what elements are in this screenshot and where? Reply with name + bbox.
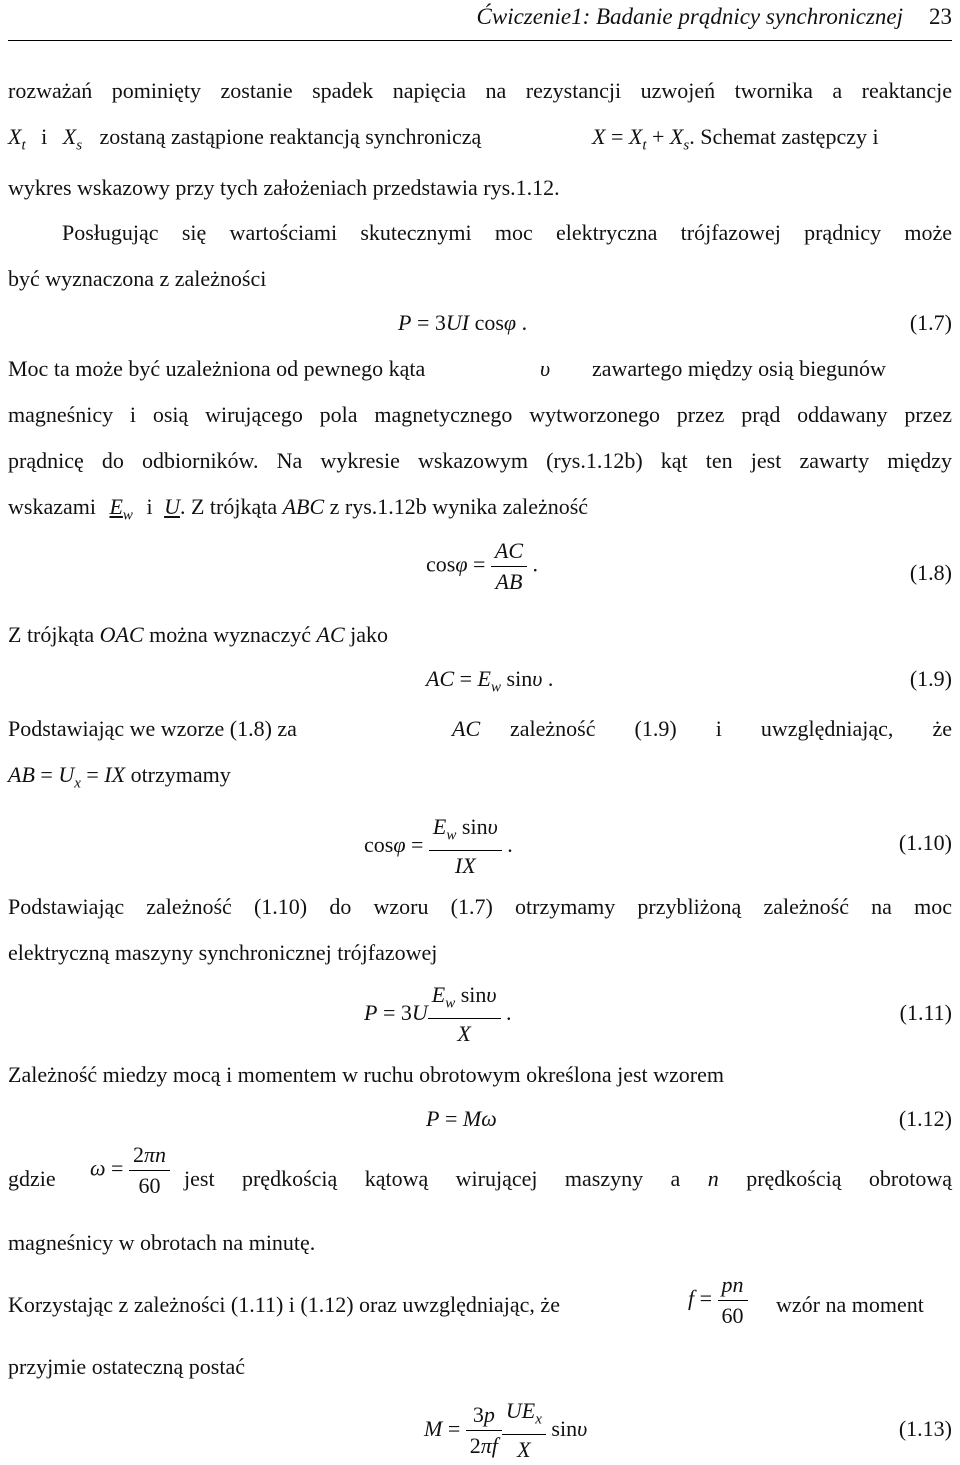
p1-line2-formula: $X = X_t + X_s$. Schemat zastępczy i — [592, 124, 879, 154]
p5-line1-left: Podstawiając we wzorze (1.8) za — [8, 716, 297, 741]
p3-line1-left: Moc ta może być uzależniona od pewnego kąta — [8, 356, 426, 381]
equation-1-10: cosφ = $\frac{E_w \sin\upsilon}{IX}$ . — [364, 814, 513, 879]
p4-line: Z trójkąta OAC można wyznaczyć AC jako — [8, 622, 389, 647]
p9-line2: przyjmie ostateczną postać — [8, 1354, 246, 1379]
page-number: 23 — [929, 4, 952, 29]
eq-number-1-9: (1.9) — [909, 666, 952, 691]
page-header — [0, 4, 952, 30]
p9-line1-right: wzór na moment — [776, 1292, 924, 1317]
eq-number-1-12: (1.12) — [898, 1106, 952, 1131]
equation-1-13: M = $\frac{3p}{2\pi f}$ $\frac{UE_x}{X}$ sinυ — [424, 1398, 588, 1463]
p1-line1: rozważań pominięty zostanie spadek napięcia na rezystancji uzwojeń twornika a reaktancje — [8, 78, 952, 103]
equation-1-9: AC = $E_w$ sinυ . — [426, 666, 554, 696]
p6-line2: elektryczną maszyny synchronicznej trójfazowej — [8, 940, 438, 965]
p5-line2: AB = $U_x$ = IX otrzymamy — [8, 762, 231, 792]
p1-line2-left: $X_t$ i $X_s$ zostaną zastąpione reaktancją synchroniczą — [8, 124, 482, 154]
equation-1-11: P = 3U $\frac{E_w \sin\upsilon}{X}$ . — [364, 982, 512, 1047]
header-rule — [8, 40, 952, 41]
theta-symbol: υ — [540, 356, 551, 381]
p2-line2: być wyznaczona z zależności — [8, 266, 267, 291]
p5-line1-right: zależność (1.9) i uwzględniając, że — [510, 716, 952, 741]
equation-1-7: P = 3UI cosφ . — [398, 310, 528, 335]
p8-line1-right: jest prędkością kątową wirującej maszyny a n prędkością obrotową — [184, 1166, 953, 1191]
omega-formula: ω = $\frac{2\pi n}{60}$ — [90, 1140, 170, 1201]
equation-1-8: cosφ = $\frac{AC}{AB}$ . — [426, 538, 539, 594]
p3-line4: wskazami $E_w$ i U. Z trójkąta ABC z rys.1.12b wynika zależność — [8, 494, 589, 524]
eq-number-1-11: (1.11) — [899, 1000, 952, 1025]
p9-line1-left: Korzystając z zależności (1.11) i (1.12) oraz uwzględniając, że — [8, 1292, 560, 1317]
p7-line: Zależność miedzy mocą i momentem w ruchu obrotowym określona jest wzorem — [8, 1062, 725, 1087]
p8-line2: magneśnicy w obrotach na minutę. — [8, 1230, 316, 1255]
header-title: Ćwiczenie1: Badanie prądnicy synchronicznej — [476, 4, 903, 29]
p6-line1: Podstawiając zależność (1.10) do wzoru (1.7) otrzymamy przybliżoną zależność na moc — [8, 894, 952, 919]
eq-number-1-13: (1.13) — [898, 1416, 952, 1441]
p3-line3: prądnicę do odbiorników. Na wykresie wskazowym (rys.1.12b) kąt ten jest zawarty między — [8, 448, 952, 473]
equation-1-12: P = Mω — [426, 1106, 497, 1131]
eq-number-1-8: (1.8) — [909, 560, 952, 585]
ac-symbol: AC — [452, 716, 481, 741]
p1-line3: wykres wskazowy przy tych założeniach przedstawia rys.1.12. — [8, 175, 560, 200]
p3-line2: magneśnicy i osią wirującego pola magnetycznego wytworzonego przez prąd oddawany przez — [8, 402, 952, 427]
p2-line1: Posługując się wartościami skutecznymi moc elektryczna trójfazowej prądnicy może — [62, 220, 952, 245]
eq-number-1-10: (1.10) — [898, 830, 952, 855]
p3-line1-right: zawartego między osią biegunów — [592, 356, 886, 381]
eq-number-1-7: (1.7) — [909, 310, 952, 335]
f-formula: f = $\frac{pn}{60}$ — [688, 1270, 748, 1331]
p8-gdzie: gdzie — [8, 1166, 56, 1191]
